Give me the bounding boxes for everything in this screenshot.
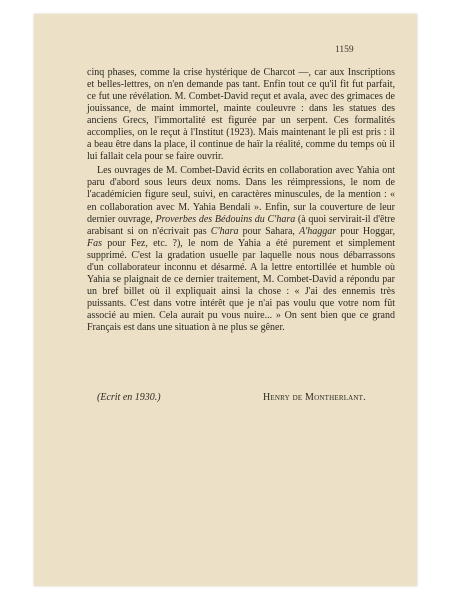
text-run: cinq phases, comme la crise hystérique de Charcot —, car aux Inscriptions et belles-lettres, on n'en demande pas tant. Enfin tout ce qu'il fit fut parfait, ce fut une révélation. M. Combet-David reçut et avala, avec des grimaces de jouissance, de maint immortel, mainte couleuvre : dans les statues des anciens Grecs, l'immortalité est figurée par un serpent. Ces formalités accomplies, on le reçut à l'Institut (1923). Mais maintenant le pli est pris : il a beau être dans la place, il continue de haïr la réalité, comme du temps où il lui fallait cela pour se faire ouvrir. — [87, 67, 395, 163]
text-run: (à quoi servirait-il d'être arabisant si on n'écrivait pas — [87, 213, 396, 237]
text-run: pour Fez, etc. ?), le nom de Yahia a été purement et simplement supprimé. C'est la gradation usuelle par laquelle nous nous débarrassons d'un collaborateur inconnu et désarmé. A la lettre entortillée et humble où Yahia se plaignait de ce dernier traitement, M. Combet-David a répondu par un bref billet où il expliquait ainsi la chose : « J'ai des ennemis très puissants. C'est dans votre intérêt que je n'ai pas voulu que votre nom fût associé au mien. Cela aurait pu vous nuire... » On sent bien que ce grand Français est dans une situation à ne plus se gêner. — [87, 237, 395, 333]
italic-title: C'hara — [210, 225, 239, 237]
text-run: pour Sahara, — [238, 225, 300, 237]
page-number: 1159 — [335, 45, 354, 55]
author-signature: Henry de Montherlant. — [263, 392, 366, 403]
text-run: pour Hoggar, — [336, 225, 395, 237]
body-text — [87, 67, 395, 334]
italic-title: Fas — [87, 237, 102, 249]
italic-title: A'haggar — [299, 225, 337, 237]
date-note: (Ecrit en 1930.) — [97, 392, 161, 403]
text-run: Les ouvrages de M. Combet-David écrits en collaboration avec Yahia ont paru d'abord sous leurs deux noms. Dans les réimpressions, le nom de l'académicien figure seul, suivi, en caractères minuscules, de la mention : « en collaboration avec M. Yahia Bendali ». Enfin, sur la couverture de leur dernier ouvrage, — [87, 165, 395, 225]
paragraph-1 — [87, 67, 395, 163]
italic-title: Proverbes des Bédouins du C'hara — [155, 213, 296, 225]
paragraph-2 — [87, 165, 395, 334]
